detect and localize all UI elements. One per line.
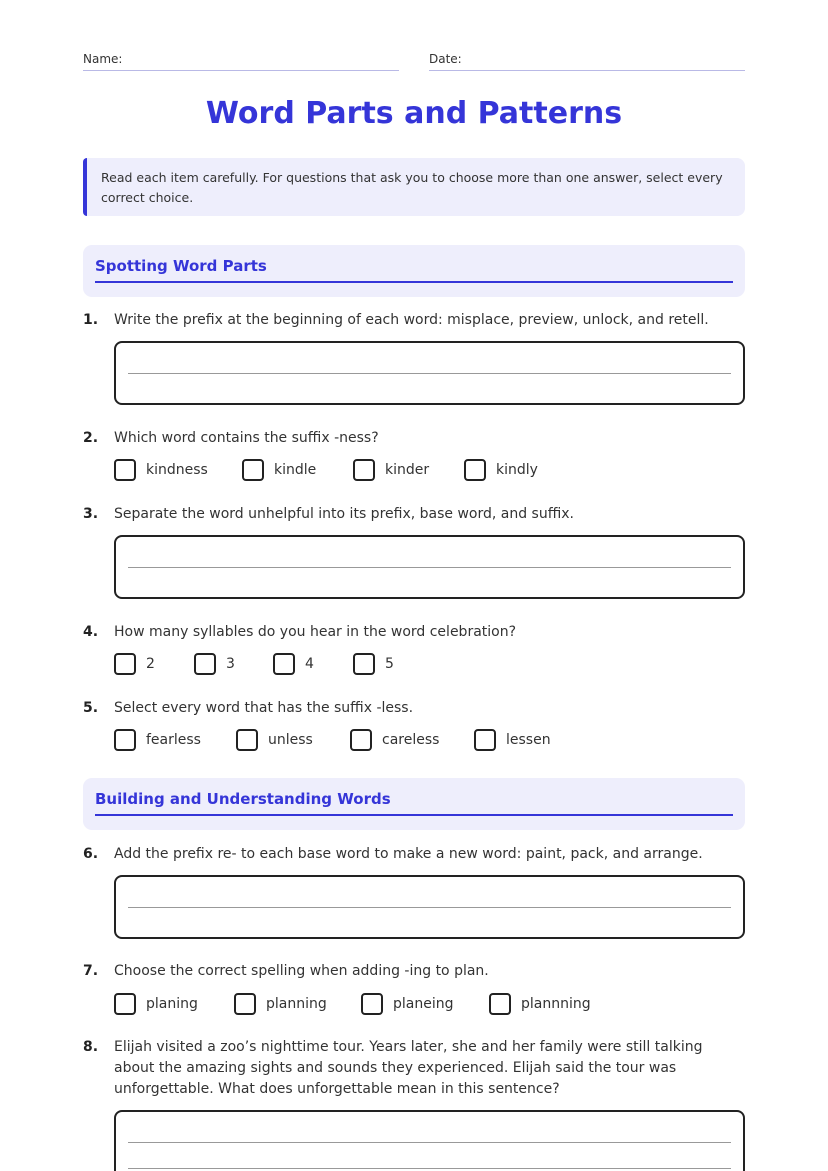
checkbox[interactable] — [489, 993, 511, 1015]
question-6 — [83, 844, 745, 865]
question-text: Add the prefix re- to each base word to make a new word: paint, pack, and arrange. — [114, 846, 703, 862]
question-text: How many syllables do you hear in the word celebration? — [114, 624, 517, 640]
date-field[interactable] — [429, 52, 745, 71]
choice-option[interactable] — [114, 459, 242, 481]
answer-line — [128, 1142, 731, 1143]
choice-label: kindle — [274, 462, 317, 478]
choice-label: unless — [268, 732, 313, 748]
choice-option[interactable] — [114, 729, 236, 751]
choice-label: planeing — [393, 996, 454, 1012]
question-text: Choose the correct spelling when adding -ing to plan. — [114, 963, 489, 979]
checkbox[interactable] — [464, 459, 486, 481]
question-text: Elijah visited a zoo’s nighttime tour. Years later, she and her family were still talking about the amazing sights and sounds they experienced. Elijah said the tour was unforgettable. What does unforgettable mean in this sentence? — [114, 1039, 703, 1097]
choice-option[interactable] — [242, 459, 353, 481]
question-number: 4. — [83, 624, 99, 640]
question-number: 7. — [83, 963, 99, 979]
choice-option[interactable] — [194, 653, 273, 675]
answer-line — [128, 907, 731, 908]
checkbox[interactable] — [114, 459, 136, 481]
checkbox[interactable] — [474, 729, 496, 751]
choice-label: kindness — [146, 462, 208, 478]
question-number: 1. — [83, 312, 99, 328]
choice-label: 3 — [226, 656, 235, 672]
choice-label: kindly — [496, 462, 538, 478]
choice-label: fearless — [146, 732, 201, 748]
section-header-spotting — [83, 245, 745, 297]
answer-box-8[interactable] — [114, 1110, 745, 1171]
choice-option[interactable] — [273, 653, 353, 675]
checkbox[interactable] — [242, 459, 264, 481]
choice-label: planing — [146, 996, 198, 1012]
checkbox[interactable] — [353, 459, 375, 481]
answer-line — [128, 1168, 731, 1169]
choice-label: careless — [382, 732, 440, 748]
answer-box-1[interactable] — [114, 341, 745, 405]
choices-5 — [114, 729, 551, 751]
date-label: Date: — [429, 52, 462, 66]
checkbox[interactable] — [194, 653, 216, 675]
checkbox[interactable] — [234, 993, 256, 1015]
choice-option[interactable] — [236, 729, 350, 751]
question-7 — [83, 961, 745, 982]
question-text: Write the prefix at the beginning of each word: misplace, preview, unlock, and retell. — [114, 312, 709, 328]
section-title: Spotting Word Parts — [95, 245, 733, 283]
section-header-building — [83, 778, 745, 830]
choice-option[interactable] — [489, 993, 591, 1015]
question-4 — [83, 622, 745, 643]
question-number: 8. — [83, 1039, 99, 1055]
question-text: Select every word that has the suffix -less. — [114, 700, 414, 716]
section-title: Building and Understanding Words — [95, 778, 733, 816]
answer-box-3[interactable] — [114, 535, 745, 599]
page-title: Word Parts and Patterns — [205, 96, 623, 131]
checkbox[interactable] — [114, 729, 136, 751]
question-1 — [83, 310, 745, 331]
choice-option[interactable] — [353, 459, 464, 481]
choice-option[interactable] — [234, 993, 361, 1015]
choice-option[interactable] — [361, 993, 489, 1015]
name-label: Name: — [83, 52, 123, 66]
question-number: 3. — [83, 506, 99, 522]
choice-option[interactable] — [114, 993, 234, 1015]
instructions-text: Read each item carefully. For questions that ask you to choose more than one answer, select every correct choice. — [101, 170, 723, 205]
choice-label: 4 — [305, 656, 314, 672]
question-text: Which word contains the suffix -ness? — [114, 430, 379, 446]
question-5 — [83, 698, 745, 719]
checkbox[interactable] — [114, 993, 136, 1015]
checkbox[interactable] — [236, 729, 258, 751]
checkbox[interactable] — [114, 653, 136, 675]
choice-option[interactable] — [474, 729, 551, 751]
question-number: 2. — [83, 430, 99, 446]
answer-box-6[interactable] — [114, 875, 745, 939]
question-number: 6. — [83, 846, 99, 862]
question-2 — [83, 428, 745, 449]
answer-line — [128, 567, 731, 568]
instructions-box — [83, 158, 745, 216]
choice-label: kinder — [385, 462, 430, 478]
choice-option[interactable] — [350, 729, 474, 751]
choices-7 — [114, 993, 591, 1015]
choice-option[interactable] — [114, 653, 194, 675]
choice-option[interactable] — [464, 459, 538, 481]
choices-2 — [114, 459, 538, 481]
question-3 — [83, 504, 745, 525]
name-field[interactable] — [83, 52, 399, 71]
checkbox[interactable] — [353, 653, 375, 675]
checkbox[interactable] — [361, 993, 383, 1015]
choice-label: 2 — [146, 656, 155, 672]
question-8 — [83, 1037, 745, 1100]
choice-label: planning — [266, 996, 327, 1012]
checkbox[interactable] — [350, 729, 372, 751]
choice-label: 5 — [385, 656, 394, 672]
choice-option[interactable] — [353, 653, 394, 675]
answer-line — [128, 373, 731, 374]
checkbox[interactable] — [273, 653, 295, 675]
question-text: Separate the word unhelpful into its prefix, base word, and suffix. — [114, 506, 574, 522]
header-fields — [83, 52, 745, 71]
choice-label: plannning — [521, 996, 591, 1012]
choice-label: lessen — [506, 732, 551, 748]
choices-4 — [114, 653, 394, 675]
question-number: 5. — [83, 700, 99, 716]
